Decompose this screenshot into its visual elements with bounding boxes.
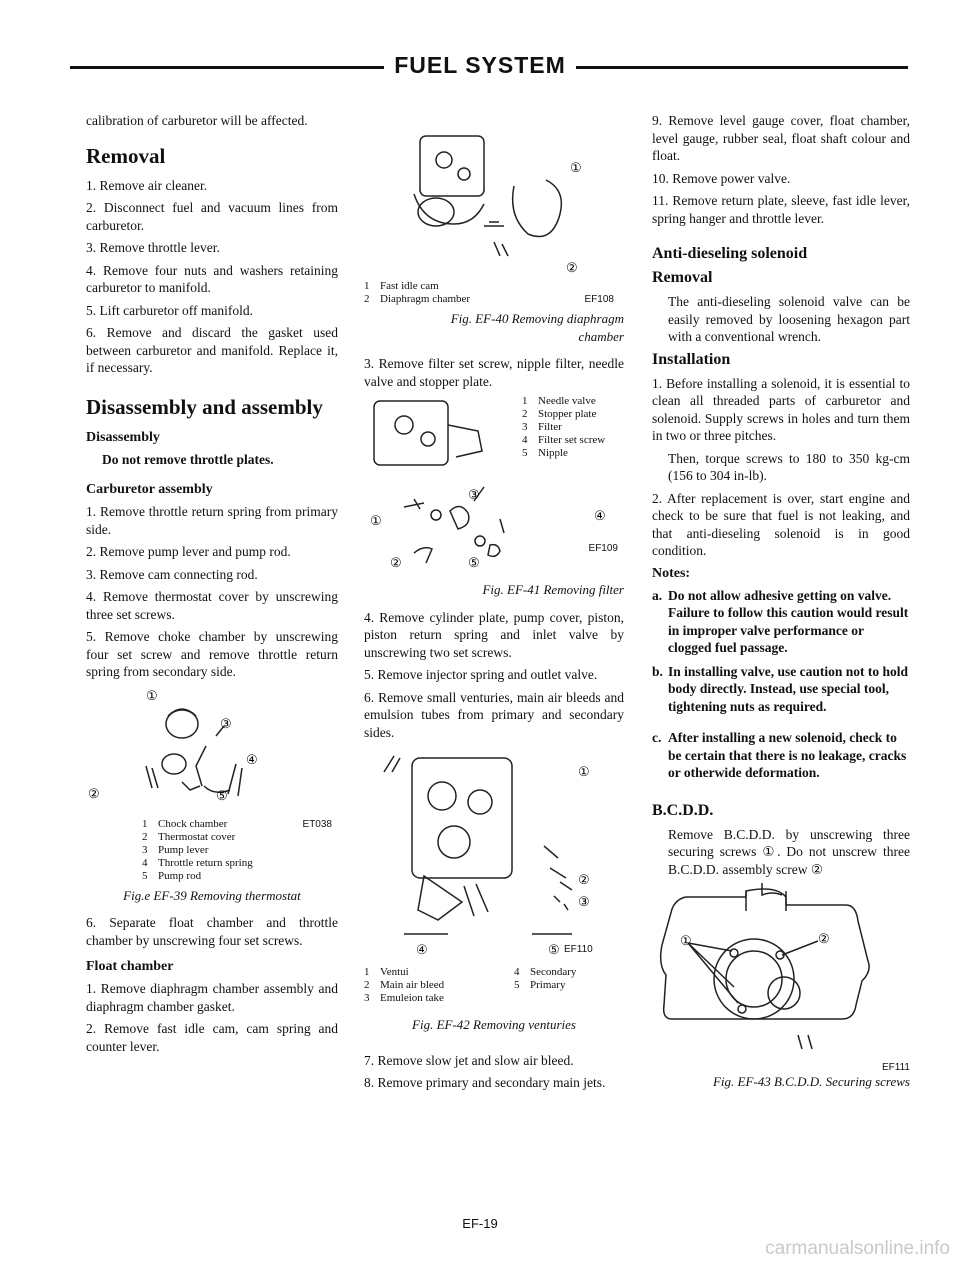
filter-diagram — [364, 395, 514, 591]
float-step: 2. Remove fast idle cam, cam spring and counter lever. — [86, 1021, 338, 1054]
jet-step: 8. Remove primary and secondary main jets. — [364, 1075, 606, 1090]
thermostat-diagram — [86, 686, 338, 814]
callout-1: ① — [370, 513, 382, 528]
figure-ef43 — [652, 883, 910, 1053]
callout-1: ① — [570, 160, 582, 175]
svg-text:④: ④ — [594, 508, 606, 523]
solenoid-removal-heading: Removal — [652, 269, 713, 286]
callout-1: ① — [680, 933, 692, 948]
level-step: 10. Remove power valve. — [652, 170, 791, 186]
install-step-1: 1. Before installing a solenoid, it is essential to clean all threaded parts of carburetor and solenoid. Supply screws in holes and turn them in two or three pitches. — [652, 375, 910, 443]
page-header: FUEL SYSTEM — [0, 52, 960, 79]
install-step-2: 2. After replacement is over, start engine and check to be sure that fuel is not leaking, and that anti-dieseling solenoid is in good condition. — [652, 490, 910, 558]
note-a: a. Do not allow adhesive getting on valve. Failure to follow this caution would result in improper valve performance or clogged fuel passage. — [652, 587, 909, 655]
level-step: 9. Remove level gauge cover, float chamber, level gauge, rubber seal, float shaft colour and float. — [652, 113, 910, 163]
separate-step: 6. Separate float chamber and throttle chamber by unscrewing four set screws. — [86, 915, 338, 948]
bcdd-diagram — [652, 883, 910, 1053]
fig41-caption: Fig. EF-41 Removing filter — [482, 582, 624, 597]
callout-1: ① — [578, 764, 590, 779]
figure-ef39 — [86, 686, 338, 814]
fig42-caption: Fig. EF-42 Removing venturies — [412, 1017, 576, 1032]
venturi-step: 4. Remove cylinder plate, pump cover, piston, piston return spring and inlet valve by unscrewing two set screws. — [364, 609, 624, 660]
anti-dieseling-heading: Anti-dieseling solenoid — [652, 245, 808, 262]
carb-step: 2. Remove pump lever and pump rod. — [86, 544, 291, 559]
column-right — [652, 112, 910, 1101]
column-middle — [364, 112, 624, 1097]
bcdd-heading: B.C.D.D. — [652, 801, 714, 819]
intro-text: calibration of carburetor will be affected. — [86, 113, 308, 128]
note-b: b. In installing valve, use caution not to hold body directly. Instead, use special tool, tightening nuts as required. — [652, 663, 909, 714]
figure-ef41 — [364, 395, 624, 591]
removal-step: 1. Remove air cleaner. — [86, 177, 208, 193]
carb-step: 4. Remove thermostat cover by unscrewing three set screws. — [86, 589, 338, 622]
venturi-diagram — [364, 746, 624, 946]
venturi-step: 6. Remove small venturies, main air bleeds and emulsion tubes from primary and secondary sides. — [364, 689, 624, 740]
filter-diagram-callout — [590, 500, 630, 530]
column-left — [86, 112, 338, 1060]
callout-2: ② — [88, 785, 100, 801]
fig40-caption: Fig. EF-40 Removing diaphragm chamber — [450, 311, 624, 344]
callout-3: ③ — [468, 487, 480, 502]
callout-3: ③ — [220, 715, 232, 731]
removal-step: 5. Lift carburetor off manifold. — [86, 302, 253, 318]
filter-step: 3. Remove filter set screw, nipple filter, needle valve and stopper plate. — [364, 356, 624, 389]
fig39-code: ET038 — [302, 818, 332, 830]
callout-3: ③ — [578, 894, 590, 909]
removal-step: 3. Remove throttle lever. — [86, 240, 220, 255]
callout-2: ② — [818, 931, 830, 946]
removal-heading: Removal — [86, 143, 166, 168]
fig40-code: EF108 — [584, 294, 614, 305]
watermark: carmanualsonline.info — [765, 1238, 950, 1259]
solenoid-removal-text: The anti-dieseling solenoid valve can be easily removed by loosening hexagon part with a conventional wrench. — [668, 294, 910, 344]
fig43-caption: Fig. EF-43 B.C.D.D. Securing screws — [712, 1074, 910, 1089]
note-c: c. After installing a new solenoid, check to be certain that there is no leakage, cracks or otherwide deformation. — [652, 730, 907, 780]
callout-5: ⑤ — [548, 942, 560, 957]
carb-step: 3. Remove cam connecting rod. — [86, 566, 258, 582]
fig40-legend: 1 Fast idle cam 2 Diaphragm chamber EF108 — [364, 280, 614, 305]
carb-step: 5. Remove choke chamber by unscrewing four set screw and remove throttle return spring from secondary side. — [86, 629, 338, 679]
figure-ef42 — [364, 746, 624, 946]
level-step: 11. Remove return plate, sleeve, fast idle lever, spring hanger and throttle lever. — [652, 193, 910, 226]
fig42-code: EF110 — [564, 944, 593, 955]
notes-heading: Notes: — [652, 565, 691, 581]
fig41-legend: 1 Needle valve 2 Stopper plate 3 Filter 4 Filter set screw 5 Nipple — [522, 395, 606, 459]
callout-4: ④ — [416, 942, 428, 957]
removal-step: 6. Remove and discard the gasket used between carburetor and manifold. Replace it, if necessary. — [86, 325, 338, 375]
callout-2: ② — [578, 872, 590, 887]
fig42-legend: 1 Ventui 2 Main air bleed 3 Emuleion take 4 Secondary 5 Primary — [364, 966, 577, 1004]
fig42-callout-row — [364, 942, 624, 966]
fig41-code: EF109 — [588, 543, 618, 554]
callout-5: ⑤ — [216, 787, 228, 803]
carb-assembly-heading: Carburetor assembly — [86, 482, 213, 497]
callout-2: ② — [390, 555, 402, 570]
install-torque: Then, torque screws to 180 to 350 kg-cm (156 to 304 in-lb). — [668, 450, 910, 483]
venturi-step: 5. Remove injector spring and outlet valve. — [364, 667, 598, 682]
figure-ef40 — [364, 116, 624, 276]
fig43-code: EF111 — [882, 1062, 910, 1073]
fig39-legend: 1 Chock chamber 2 Thermostat cover 3 Pump lever 4 Throttle return spring 5 Pump rod ET038 — [142, 817, 332, 882]
removal-step: 2. Disconnect fuel and vacuum lines from carburetor. — [86, 200, 338, 233]
removal-step: 4. Remove four nuts and washers retaining carburetor to manifold. — [86, 262, 338, 295]
callout-1: ① — [146, 687, 158, 703]
bcdd-text: Remove B.C.D.D. by unscrewing three securing screws ①. Do not unscrew three B.C.D.D. assembly screw ② — [668, 826, 910, 877]
jet-step: 7. Remove slow jet and slow air bleed. — [364, 1052, 574, 1068]
disassembly-subheading: Disassembly — [86, 429, 160, 445]
installation-heading: Installation — [652, 350, 731, 368]
float-step: 1. Remove diaphragm chamber assembly and diaphragm chamber gasket. — [86, 981, 338, 1014]
callout-5: ⑤ — [468, 555, 480, 570]
fig39-caption: Fig.e EF-39 Removing thermostat — [123, 887, 301, 903]
fig43-code-row — [652, 1057, 910, 1073]
float-heading: Float chamber — [86, 959, 174, 974]
callout-4: ④ — [246, 751, 258, 767]
diaphragm-diagram — [364, 116, 624, 276]
callout-2: ② — [566, 260, 578, 275]
page-number: EF-19 — [462, 1216, 498, 1231]
disassembly-heading: Disassembly and assembly — [86, 394, 323, 419]
carb-step: 1. Remove throttle return spring from primary side. — [86, 504, 338, 537]
no-remove-note: Do not remove throttle plates. — [102, 451, 274, 467]
